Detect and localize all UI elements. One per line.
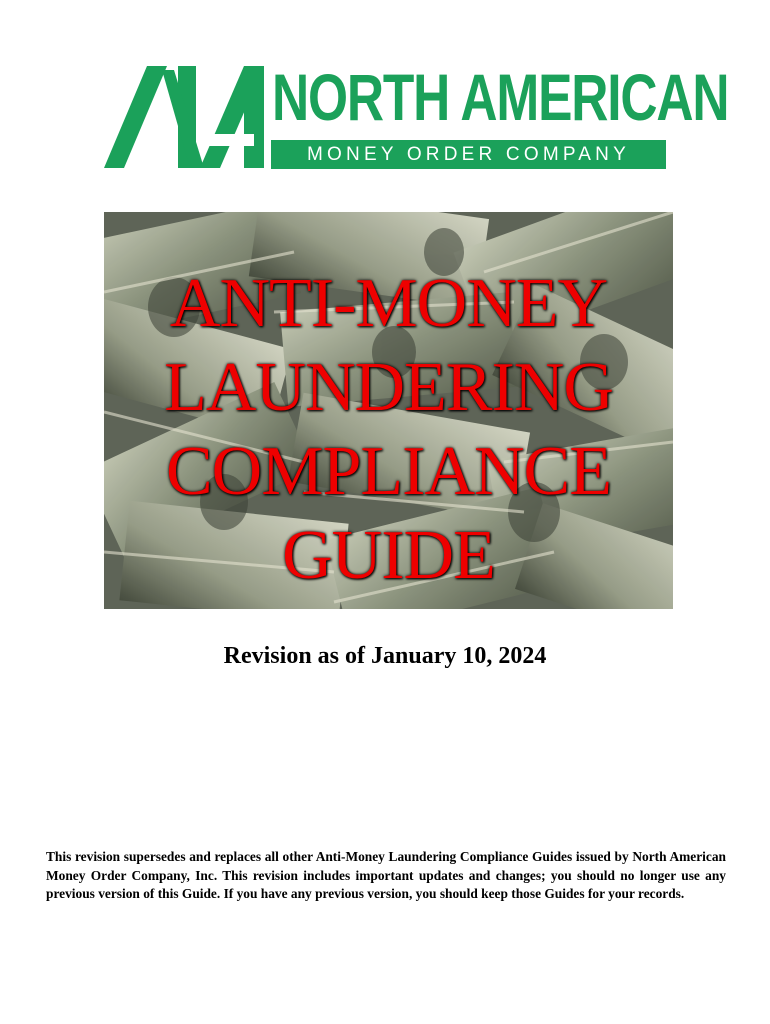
cover-title-line: COMPLIANCE — [165, 433, 612, 510]
cover-title — [104, 262, 673, 598]
logo-tagline: MONEY ORDER COMPANY — [307, 143, 630, 165]
cover-title-line: GUIDE — [282, 517, 495, 594]
revision-date: Revision as of January 10, 2024 — [223, 643, 547, 669]
company-logo — [104, 60, 729, 172]
logo-mark-icon — [104, 62, 272, 172]
logo-company-name: NORTH AMERICAN — [272, 60, 729, 134]
cover-image — [104, 212, 673, 609]
cover-title-line: LAUNDERING — [164, 349, 613, 426]
revision-notice: This revision supersedes and replaces all other Anti-Money Laundering Compliance Guides issued by North American Money Order Company, Inc. This revision includes important updates and changes; you should no longer use any previous version of this Guide. If you have any previous version, you should keep those Guides for your records. — [46, 849, 726, 901]
cover-title-line: ANTI-MONEY — [169, 265, 608, 342]
logo-tagline-bar — [271, 140, 666, 169]
